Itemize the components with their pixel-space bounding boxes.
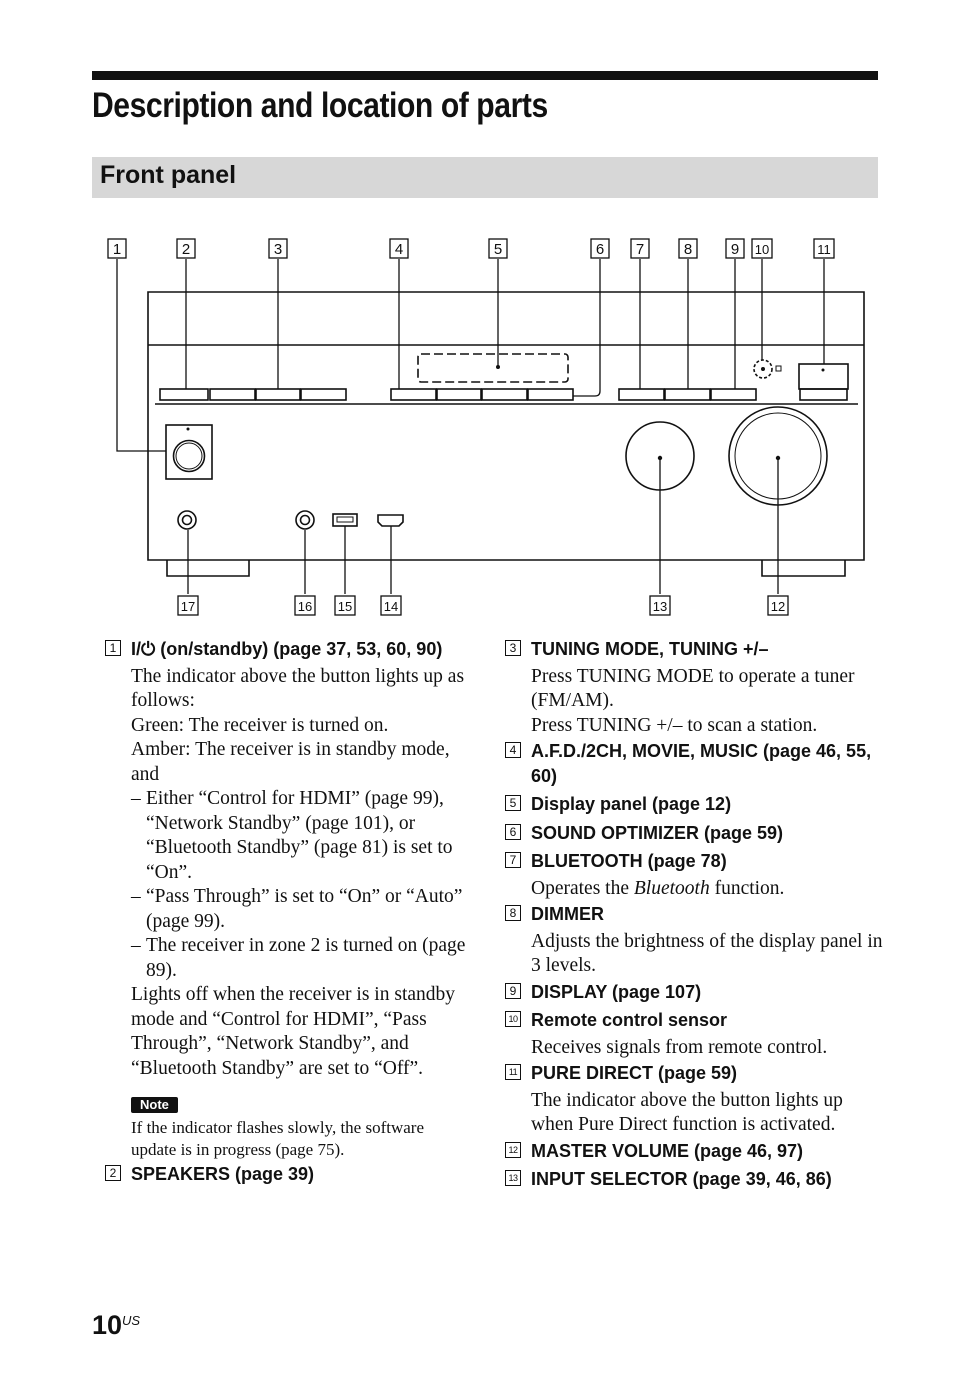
item-text: Adjusts the brightness of the display panel in 3 levels. — [531, 930, 883, 976]
item-title: BLUETOOTH (page 78) — [531, 851, 727, 871]
callout-number: 5 — [493, 241, 503, 258]
item-afd — [505, 738, 890, 791]
item-tuning — [505, 636, 890, 738]
right-column — [505, 636, 890, 1195]
callout-number: 6 — [595, 241, 605, 258]
item-title: I/⏻ (on/standby) (page 37, 53, 60, 90) — [131, 639, 443, 659]
receiver-chassis — [148, 292, 864, 560]
power-button — [174, 441, 205, 472]
item-title: SPEAKERS (page 39) — [131, 1163, 315, 1184]
section-title: Front panel — [100, 161, 237, 189]
dimmer-button — [665, 389, 710, 400]
afd-2ch-button — [391, 389, 436, 400]
item-number: 9 — [505, 983, 521, 999]
left-foot — [167, 560, 249, 576]
display-panel — [418, 354, 568, 382]
callout-number: 13 — [652, 599, 668, 614]
callout-number: 11 — [817, 242, 831, 257]
tuning-plus-button — [301, 389, 346, 400]
item-sound-optimizer — [505, 820, 890, 849]
item-number: 12 — [505, 1142, 521, 1158]
item-display-panel — [505, 791, 890, 820]
callout-number: 4 — [394, 241, 404, 258]
item-title: SOUND OPTIMIZER (page 59) — [531, 822, 784, 843]
item-text: Receives signals from remote control. — [531, 1036, 828, 1058]
callout-number: 15 — [337, 599, 353, 614]
item-text: Green: The receiver is turned on. — [131, 714, 389, 736]
display-button — [711, 389, 756, 400]
list-item: – Either “Control for HDMI” (page 99), “Network Standby” (page 101), or “Bluetooth Standby” (page 81) is set to “On”. — [131, 787, 470, 885]
callout-number: 1 — [112, 241, 122, 258]
callout-number: 8 — [683, 241, 693, 258]
item-number: 1 — [105, 640, 121, 656]
hdmi-port — [378, 515, 403, 526]
headphone-jack — [178, 511, 196, 529]
item-text: Press TUNING +/– to scan a station. — [531, 714, 818, 736]
front-panel-diagram — [0, 225, 954, 625]
callout-number: 14 — [383, 599, 399, 614]
callout-number: 2 — [181, 241, 191, 258]
title-rule — [92, 71, 878, 80]
movie-button — [437, 389, 481, 400]
item-pure-direct — [505, 1060, 890, 1138]
callout-number: 7 — [635, 241, 645, 258]
item-bluetooth — [505, 848, 890, 901]
callout-number: 10 — [754, 242, 770, 257]
page-title: Description and location of parts — [92, 86, 548, 125]
item-remote-sensor — [505, 1007, 890, 1060]
page-locale: US — [122, 1313, 141, 1328]
speakers-button — [160, 389, 208, 400]
item-title: Display panel (page 12) — [531, 794, 732, 814]
callout-number: 3 — [273, 241, 283, 258]
item-title: DISPLAY (page 107) — [531, 981, 702, 1002]
item-number: 3 — [505, 640, 521, 656]
item-number: 10 — [505, 1011, 521, 1027]
item-number: 2 — [105, 1165, 121, 1181]
item-text: The indicator above the button lights up when Pure Direct function is activated. — [531, 1089, 843, 1135]
item-text: Operates the Bluetooth function. — [531, 877, 785, 899]
note-badge: Note — [131, 1097, 178, 1113]
item-input-selector — [505, 1166, 890, 1195]
list-item: – “Pass Through” is set to “On” or “Auto” (page 99). — [131, 885, 470, 934]
item-master-volume — [505, 1138, 890, 1167]
music-button — [482, 389, 527, 400]
item-number: 7 — [505, 852, 521, 868]
bluetooth-button — [619, 389, 664, 400]
item-title: MASTER VOLUME (page 46, 97) — [531, 1140, 804, 1161]
item-title: Remote control sensor — [531, 1010, 728, 1030]
item-speakers — [105, 1161, 470, 1190]
item-display — [505, 979, 890, 1008]
item-number: 13 — [505, 1170, 521, 1186]
audio-in-jack — [296, 511, 314, 529]
item-number: 6 — [505, 824, 521, 840]
pure-direct-indicator — [799, 364, 848, 389]
callout-number: 16 — [297, 599, 313, 614]
item-title: TUNING MODE, TUNING +/– — [531, 639, 769, 659]
item-text: Amber: The receiver is in standby mode, and — [131, 739, 450, 785]
item-number: 4 — [505, 742, 521, 758]
item-dimmer — [505, 901, 890, 979]
page-number: 10 — [92, 1310, 123, 1340]
callout-number: 17 — [180, 599, 196, 614]
note-text: If the indicator flashes slowly, the software update is in progress (page 75). — [131, 1117, 425, 1159]
item-title: INPUT SELECTOR (page 39, 46, 86) — [531, 1169, 832, 1189]
list-item: – The receiver in zone 2 is turned on (page 89). — [131, 934, 470, 983]
tuning-mode-button — [210, 389, 255, 400]
pure-direct-button — [800, 389, 847, 400]
item-text: Press TUNING MODE to operate a tuner (FM/AM). — [531, 665, 855, 711]
left-column — [105, 636, 470, 1189]
item-text: The indicator above the button lights up as follows: — [131, 665, 465, 711]
item-title: A.F.D./2CH, MOVIE, MUSIC (page 46, 55, 60) — [531, 741, 872, 786]
callout-number: 9 — [730, 241, 740, 258]
item-text: Lights off when the receiver is in standby mode and “Control for HDMI”, “Pass Through”, “Network Standby”, and “Bluetooth Standby” are set to “Off”. — [131, 984, 456, 1079]
sound-optimizer-button — [528, 389, 573, 400]
item-title: PURE DIRECT (page 59) — [531, 1063, 738, 1083]
right-foot — [762, 560, 845, 576]
item-number: 5 — [505, 795, 521, 811]
item-title: DIMMER — [531, 904, 604, 924]
item-number: 11 — [505, 1064, 521, 1080]
tuning-minus-button — [256, 389, 300, 400]
item-number: 8 — [505, 905, 521, 921]
item-power — [105, 636, 470, 1161]
callout-number: 12 — [770, 599, 786, 614]
